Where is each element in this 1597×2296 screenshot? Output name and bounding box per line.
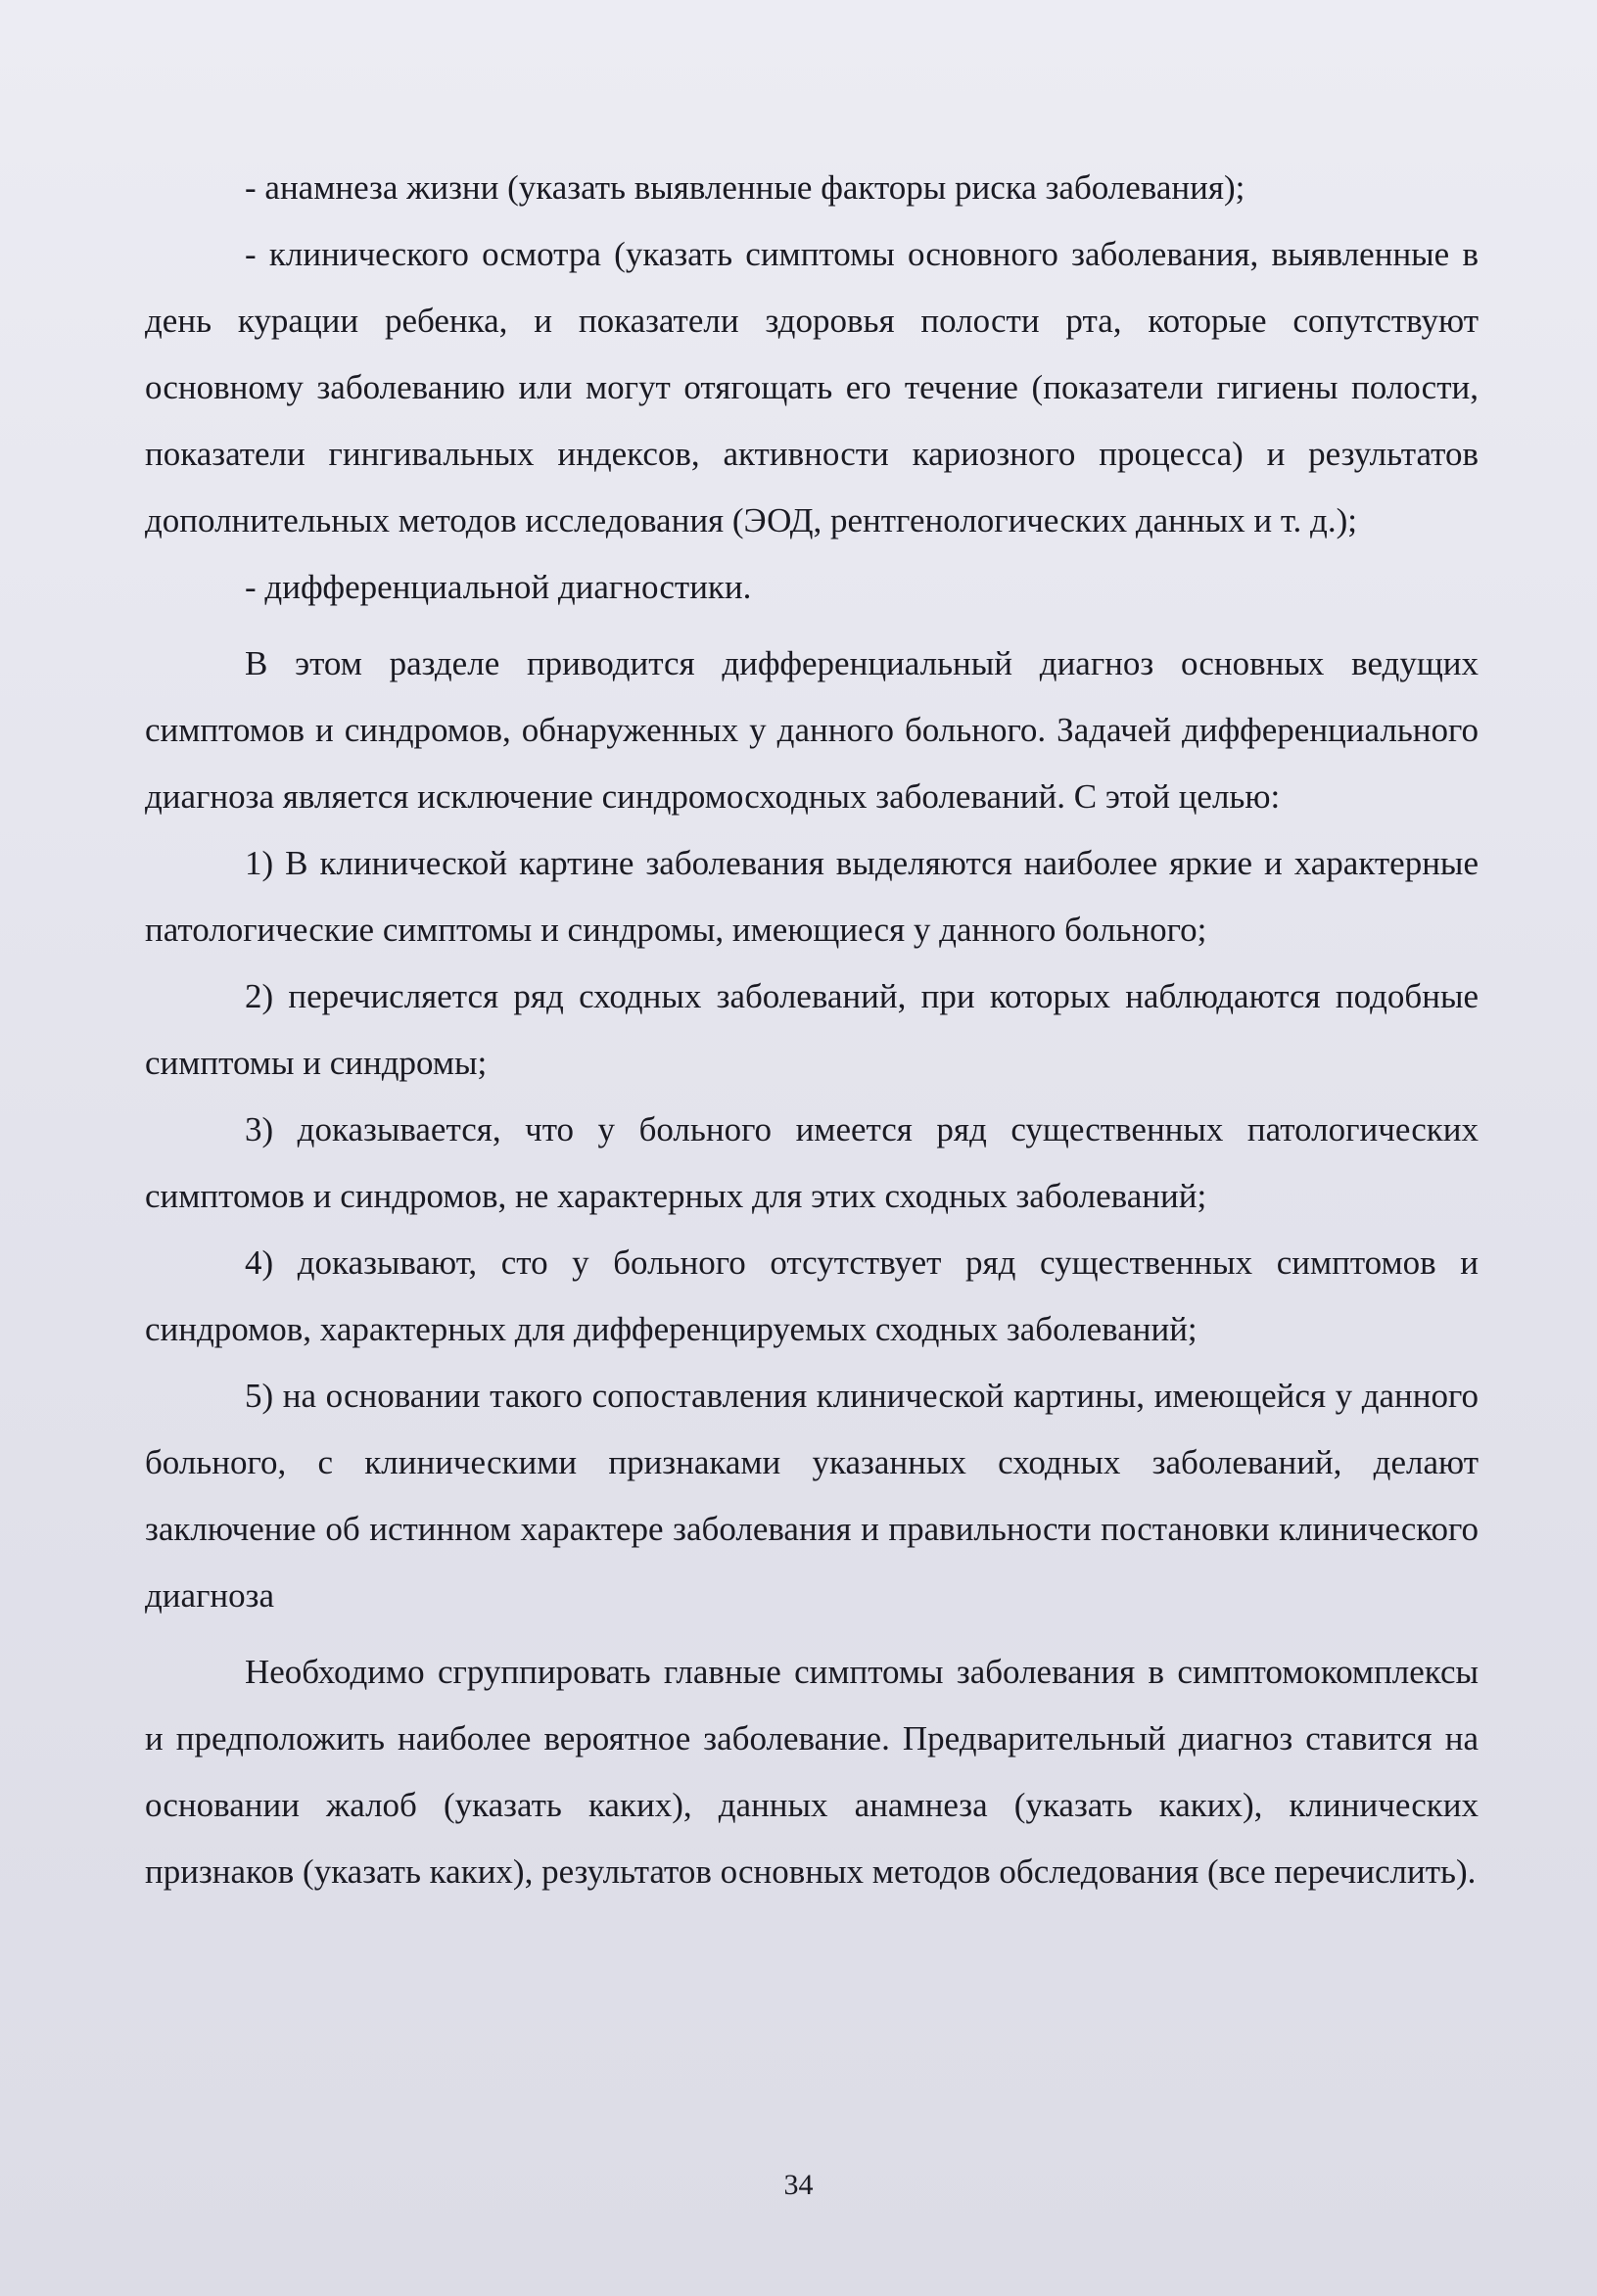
list-item-3: 3) доказывается, что у больного имеется ряд существенных патологических симптомов и синдромов, не характерных для этих сходных заболеваний;: [145, 1110, 1479, 1215]
paragraph-differential-diagnostics: - дифференциальной диагностики.: [245, 568, 752, 606]
list-item-4: 4) доказывают, сто у больного отсутствует ряд существенных симптомов и синдромов, характерных для дифференцируемых сходных заболеваний;: [145, 1243, 1479, 1348]
list-item-1: 1) В клинической картине заболевания выделяются наиболее яркие и характерные патологические симптомы и синдромы, имеющиеся у данного больного;: [145, 844, 1479, 949]
paragraph-section-intro: В этом разделе приводится дифференциальный диагноз основных ведущих симптомов и синдромов, обнаруженных у данного больного. Задачей дифференциального диагноза является исключение синдромосходных заболеваний. С этой целью:: [145, 644, 1479, 816]
page-number: 34: [783, 2169, 814, 2201]
body-text: [145, 155, 1479, 1905]
list-item-5: 5) на основании такого сопоставления клинической картины, имеющейся у данного больного, с клиническими признаками указанных сходных заболеваний, делают заключение об истинном характере заболевания и правильности постановки клинического диагноза: [145, 1377, 1479, 1615]
paragraph-clinical-exam: - клинического осмотра (указать симптомы основного заболевания, выявленные в день курации ребенка, и показатели здоровья полости рта, которые сопутствуют основному заболеванию или могут отягощать его течение (показатели гигиены полости, показатели гингивальных индексов, активности кариозного процесса) и результатов дополнительных методов исследования (ЭОД, рентгенологических данных и т. д.);: [145, 235, 1479, 539]
paragraph-preliminary-diagnosis: Необходимо сгруппировать главные симптомы заболевания в симптомокомплексы и предположить наиболее вероятное заболевание. Предварительный диагноз ставится на основании жалоб (указать каких), данных анамнеза (указать каких), клинических признаков (указать каких), результатов основных методов обследования (все перечислить).: [145, 1653, 1479, 1891]
list-item-2: 2) перечисляется ряд сходных заболеваний, при которых наблюдаются подобные симптомы и синдромы;: [145, 977, 1479, 1082]
paragraph-life-anamnesis: - анамнеза жизни (указать выявленные факторы риска заболевания);: [245, 168, 1245, 207]
